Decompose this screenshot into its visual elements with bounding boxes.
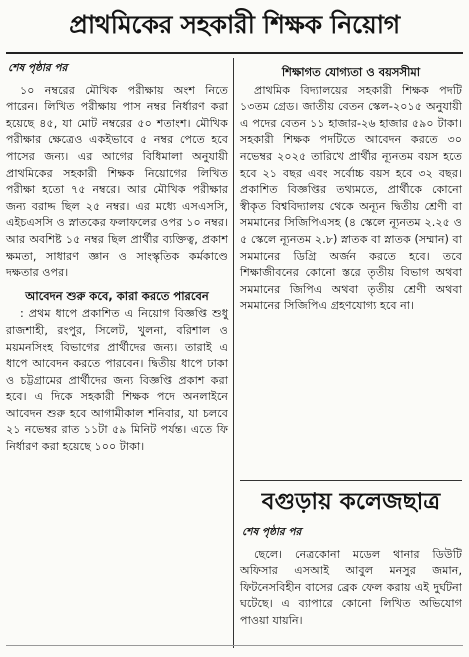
left-jump-label: শেষ পৃষ্ঠার পর [8,62,68,74]
left-paragraph-2: : প্রথম ধাপে প্রকাশিত এ নিয়োগ বিজ্ঞপ্তি শুধু রাজশাহী, রংপুর, সিলেট, খুলনা, বরিশাল ও ময়মনসিংহ বিভাগের প্রার্থীদের জন্য। তারাই এ ধাপে আবেদন করতে পারবেন। দ্বিতীয় ধাপে ঢাকা ও চট্টগ্রামের প্রার্থীদের জন্য বিজ্ঞপ্তি প্রকাশ করা হবে। এ দিকে সহকারী শিক্ষক পদে অনলাইনে আবেদন শুরু হবে আগামীকাল শনিবার, যা চলবে ২১ নভেম্বর রাত ১১টা ৫৯ মিনিট পর্যন্ত। এতে ফি নির্ধারণ করা হয়েছে ১০০ টাকা। [6,307,228,454]
page-headline: প্রাথমিকের সহকারী শিক্ষক নিয়োগ [69,10,400,39]
second-jump-label: শেষ পৃষ্ঠার পর [242,526,302,538]
right-paragraph-1: প্রাথমিক বিদ্যালয়ের সহকারী শিক্ষক পদটি ১৩তম গ্রেড। জাতীয় বেতন স্কেল-২০১৫ অনুযায়ী এ পদের বেতন ১১ হাজার-২৬ হাজার ৫৯০ টাকা। সহকারী শিক্ষক পদটিতে আবেদন করতে ৩০ নভেম্বর ২০২৫ তারিখে প্রার্থীর ন্যূনতম বয়স হতে হবে ২১ বছর এবং সর্বোচ্চ বয়স হবে ৩২ বছর। প্রকাশিত বিজ্ঞপ্তির তথ্যমতে, প্রার্থীকে কোনো স্বীকৃত বিশ্ববিদ্যালয় থেকে অন্যূন দ্বিতীয় শ্রেণী বা সমমানের সিজিপিএসহ (৪ স্কেলে ন্যূনতম ২.২৫ ও ৫ স্কেলে ন্যূনতম ২.৮) স্নাতক বা স্নাতক (সম্মান) বা সমমানের ডিগ্রি অর্জন করতে হবে। তবে শিক্ষাজীবনের কোনো স্তরে তৃতীয় বিভাগ অথবা সমমানের জিপিএ অথবা তৃতীয় শ্রেণী অথবা সমমানের সিজিপিএ গ্রহণযোগ্য হবে না। [240,83,462,313]
left-paragraph-1: ১০ নম্বরের মৌখিক পরীক্ষায় অংশ নিতে পারেন। লিখিত পরীক্ষায় পাস নম্বর নির্ধারণ করা হয়েছে ৪৫, যা মোট নম্বরের ৫০ শতাংশ। মৌখিক পরীক্ষার ক্ষেত্রেও একইভাবে ৫ নম্বর পেতে হবে পাসের জন্য। এর আগের বিধিমালা অনুযায়ী প্রাথমিকের সহকারী শিক্ষক নিয়োগের লিখিত পরীক্ষা হতো ৭৫ নম্বরে। আর মৌখিক পরীক্ষার জন্য বরাদ্দ ছিল ২৫ নম্বর। এর মধ্যে এসএসসি, এইচএসসি ও স্নাতকের ফলাফলের ওপর ১০ নম্বর। আর অবশিষ্ট ১৫ নম্বর ছিল প্রার্থীর ব্যক্তিত্ব, প্রকাশ ক্ষমতা, সাধারণ জ্ঞান ও সাংস্কৃতিক কর্মকাণ্ডে দক্ষতার ওপর। [6,83,228,280]
second-paragraph: ছেলে। নেত্রকোনা মডেল থানার ডিউটি অফিসার এসআই আবুল মনসুর জমান, ফিটনেসবিহীন বাসের ব্রেক ফেল করায় এই দুর্ঘটনা ঘটেছে। এ ব্যাপারে কোনো লিখিত অভিযোগ পাওয়া যায়নি। [240,547,462,627]
second-article [240,522,462,630]
left-column [6,58,228,456]
right-column [240,58,462,315]
headline-rule [6,52,463,54]
column-divider [233,58,234,648]
bottom-edge [6,645,463,646]
section-divider [240,480,462,481]
left-subheading: আবেদন শুরু কবে, কারা করতে পারবেন [25,288,209,303]
right-subheading: শিক্ষাগত যোগ্যতা ও বয়সসীমা [281,65,421,79]
second-article-headline: বগুড়ায় কলেজছাত্র [261,489,441,515]
